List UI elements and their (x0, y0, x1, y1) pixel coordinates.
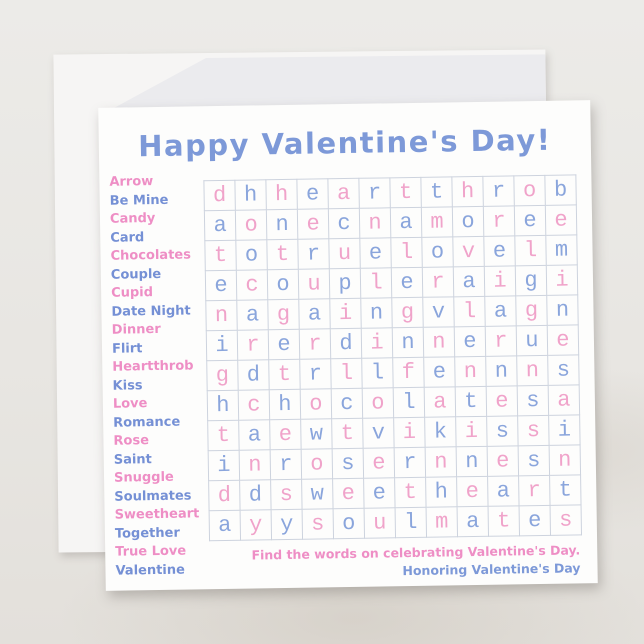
card-title: Happy Valentine's Day! (137, 122, 552, 164)
grid-cell: i (549, 415, 580, 445)
grid-cell: o (333, 508, 364, 538)
grid-cell: d (238, 360, 269, 390)
grid-cell: e (270, 419, 301, 449)
grid-cell: i (394, 417, 425, 447)
grid-cell: n (266, 209, 297, 239)
grid-cell: o (267, 269, 298, 299)
grid-cell: s (517, 385, 548, 415)
grid-cell: g (392, 297, 423, 327)
grid-cell: e (424, 357, 455, 387)
grid-cell: r (394, 447, 425, 477)
grid-cell: n (517, 355, 548, 385)
grid-cell: o (514, 175, 545, 205)
word-list-item: Love (112, 396, 148, 412)
grid-cell: c (328, 208, 359, 238)
grid-cell: l (362, 358, 393, 388)
footer-caption: Honoring Valentine's Day (402, 559, 581, 578)
grid-cell: d (240, 480, 271, 510)
grid-cell: r (237, 330, 268, 360)
grid-cell: o (235, 210, 266, 240)
grid-cell: t (421, 177, 452, 207)
grid-cell: w (302, 479, 333, 509)
grid-cell: i (361, 328, 392, 358)
word-list-item: Date Night (111, 302, 191, 320)
grid-cell: n (425, 447, 456, 477)
grid-cell: t (269, 359, 300, 389)
grid-cell: n (455, 356, 486, 386)
grid-cell: h (266, 179, 297, 209)
grid-cell: a (424, 387, 455, 417)
grid-cell: e (268, 329, 299, 359)
grid-cell: t (267, 239, 298, 269)
grid-cell: r (270, 449, 301, 479)
grid-cell: d (209, 480, 240, 510)
grid-cell: e (547, 325, 578, 355)
grid-cell: g (207, 360, 238, 390)
word-list-item: Card (110, 229, 145, 246)
grid-cell: r (359, 178, 390, 208)
grid-cell: c (331, 388, 362, 418)
grid-cell: v (423, 297, 454, 327)
grid-cell: h (207, 390, 238, 420)
greeting-card (98, 100, 598, 591)
card-content (99, 166, 597, 584)
grid-cell: h (269, 389, 300, 419)
grid-cell: l (331, 358, 362, 388)
grid-cell: n (456, 446, 487, 476)
grid-cell: m (426, 507, 457, 537)
grid-cell: v (453, 236, 484, 266)
grid-cell: c (238, 390, 269, 420)
word-list-item: Arrow (109, 174, 154, 190)
grid-cell: t (550, 475, 581, 505)
grid-cell: e (205, 270, 236, 300)
grid-cell: d (330, 328, 361, 358)
grid-cell: f (393, 357, 424, 387)
grid-cell: l (515, 235, 546, 265)
word-list-item: Romance (113, 414, 181, 431)
grid-cell: v (363, 418, 394, 448)
grid-cell: a (299, 299, 330, 329)
grid-cell: e (545, 205, 576, 235)
word-list-item: Sweetheart (114, 506, 200, 523)
grid-cell: h (235, 180, 266, 210)
grid-cell: s (487, 416, 518, 446)
word-list-item: Rose (113, 433, 150, 449)
grid-cell: e (363, 448, 394, 478)
grid-cell: t (395, 477, 426, 507)
word-list-item: Dinner (111, 321, 161, 338)
grid-cell: e (391, 267, 422, 297)
grid-cell: a (204, 210, 235, 240)
grid-cell: e (297, 179, 328, 209)
word-list-item: Chocolates (110, 247, 192, 264)
grid-cell: n (423, 327, 454, 357)
grid-cell: y (271, 509, 302, 539)
grid-cell: u (298, 269, 329, 299)
grid-cell: n (392, 327, 423, 357)
grid-cell: r (485, 326, 516, 356)
grid-cell: n (549, 445, 580, 475)
grid-cell: u (516, 325, 547, 355)
grid-cell: g (516, 295, 547, 325)
grid-cell: a (237, 300, 268, 330)
word-search-grid (203, 174, 582, 541)
grid-cell: m (546, 235, 577, 265)
grid-cell: a (457, 506, 488, 536)
grid-cell: i (208, 450, 239, 480)
grid-cell: p (329, 268, 360, 298)
word-list-item: Snuggle (113, 469, 174, 486)
grid-cell: h (452, 176, 483, 206)
grid-cell: o (362, 388, 393, 418)
grid-cell: a (488, 476, 519, 506)
word-list-item: Heartthrob (112, 358, 194, 375)
grid-row (209, 505, 581, 541)
grid-cell: o (301, 449, 332, 479)
word-list-item: Flirt (111, 340, 143, 357)
grid-cell: s (518, 415, 549, 445)
word-list-item: Kiss (112, 377, 143, 394)
grid-cell: l (360, 268, 391, 298)
grid-cell: t (488, 506, 519, 536)
grid-cell: s (548, 355, 579, 385)
grid-cell: k (425, 417, 456, 447)
grid-cell: t (455, 386, 486, 416)
grid-cell: s (302, 509, 333, 539)
grid-cell: i (330, 298, 361, 328)
grid-cell: l (454, 296, 485, 326)
word-list-item: Candy (109, 211, 156, 227)
grid-cell: i (484, 266, 515, 296)
word-list-item: Together (114, 525, 180, 542)
grid-cell: n (361, 298, 392, 328)
grid-cell: s (550, 505, 581, 535)
grid-cell: u (364, 508, 395, 538)
grid-cell: a (239, 420, 270, 450)
grid-cell: l (393, 387, 424, 417)
grid-cell: g (268, 299, 299, 329)
grid-cell: r (519, 475, 550, 505)
grid-cell: t (205, 240, 236, 270)
grid-cell: g (515, 265, 546, 295)
word-list-item: Saint (113, 451, 152, 468)
grid-cell: e (454, 326, 485, 356)
grid-cell: o (236, 240, 267, 270)
grid-cell: r (483, 206, 514, 236)
grid-cell: n (359, 208, 390, 238)
grid-cell: d (204, 180, 235, 210)
grid-cell: e (333, 478, 364, 508)
grid-cell: l (395, 507, 426, 537)
grid-cell: r (298, 239, 329, 269)
grid-cell: e (364, 478, 395, 508)
grid-cell: r (483, 176, 514, 206)
grid-cell: e (360, 238, 391, 268)
grid-cell: n (486, 356, 517, 386)
card-footer (209, 541, 583, 582)
grid-cell: u (329, 238, 360, 268)
grid-cell: n (206, 300, 237, 330)
grid-cell: e (514, 205, 545, 235)
grid-cell: i (206, 330, 237, 360)
grid-cell: n (239, 450, 270, 480)
word-list-item: Couple (110, 266, 162, 283)
word-list-item: Be Mine (109, 192, 169, 209)
grid-cell: h (426, 477, 457, 507)
word-list-item: Soulmates (114, 487, 192, 505)
grid-cell: l (391, 237, 422, 267)
grid-cell: r (300, 359, 331, 389)
grid-cell: c (236, 270, 267, 300)
grid-cell: a (453, 266, 484, 296)
word-list (109, 172, 207, 583)
grid-cell: a (390, 207, 421, 237)
grid-cell: b (545, 175, 576, 205)
grid-cell: r (422, 267, 453, 297)
grid-cell: e (486, 386, 517, 416)
grid-cell: t (332, 418, 363, 448)
grid-cell: a (485, 296, 516, 326)
grid-cell: t (208, 420, 239, 450)
grid-cell: m (421, 207, 452, 237)
grid-cell: s (271, 479, 302, 509)
grid-cell: w (301, 419, 332, 449)
word-list-item: Valentine (115, 562, 186, 579)
grid-cell: o (422, 237, 453, 267)
grid-cell: t (390, 177, 421, 207)
grid-cell: r (299, 329, 330, 359)
grid-cell: e (457, 476, 488, 506)
grid-cell: n (547, 295, 578, 325)
grid-cell: s (518, 445, 549, 475)
grid-cell: a (328, 178, 359, 208)
grid-cell: s (332, 448, 363, 478)
grid-cell: i (546, 265, 577, 295)
puzzle-area (203, 174, 582, 582)
grid-cell: o (300, 389, 331, 419)
grid-cell: e (519, 505, 550, 535)
footer-instruction: Find the words on celebrating Valentine's Day. (251, 542, 581, 563)
grid-cell: i (456, 416, 487, 446)
word-list-item: True Love (115, 543, 187, 560)
grid-cell: a (548, 385, 579, 415)
grid-cell: y (240, 510, 271, 540)
grid-cell: e (297, 209, 328, 239)
grid-cell: e (487, 446, 518, 476)
word-list-item: Cupid (111, 285, 154, 301)
grid-cell: o (452, 206, 483, 236)
grid-cell: e (484, 236, 515, 266)
grid-cell: a (209, 510, 240, 540)
